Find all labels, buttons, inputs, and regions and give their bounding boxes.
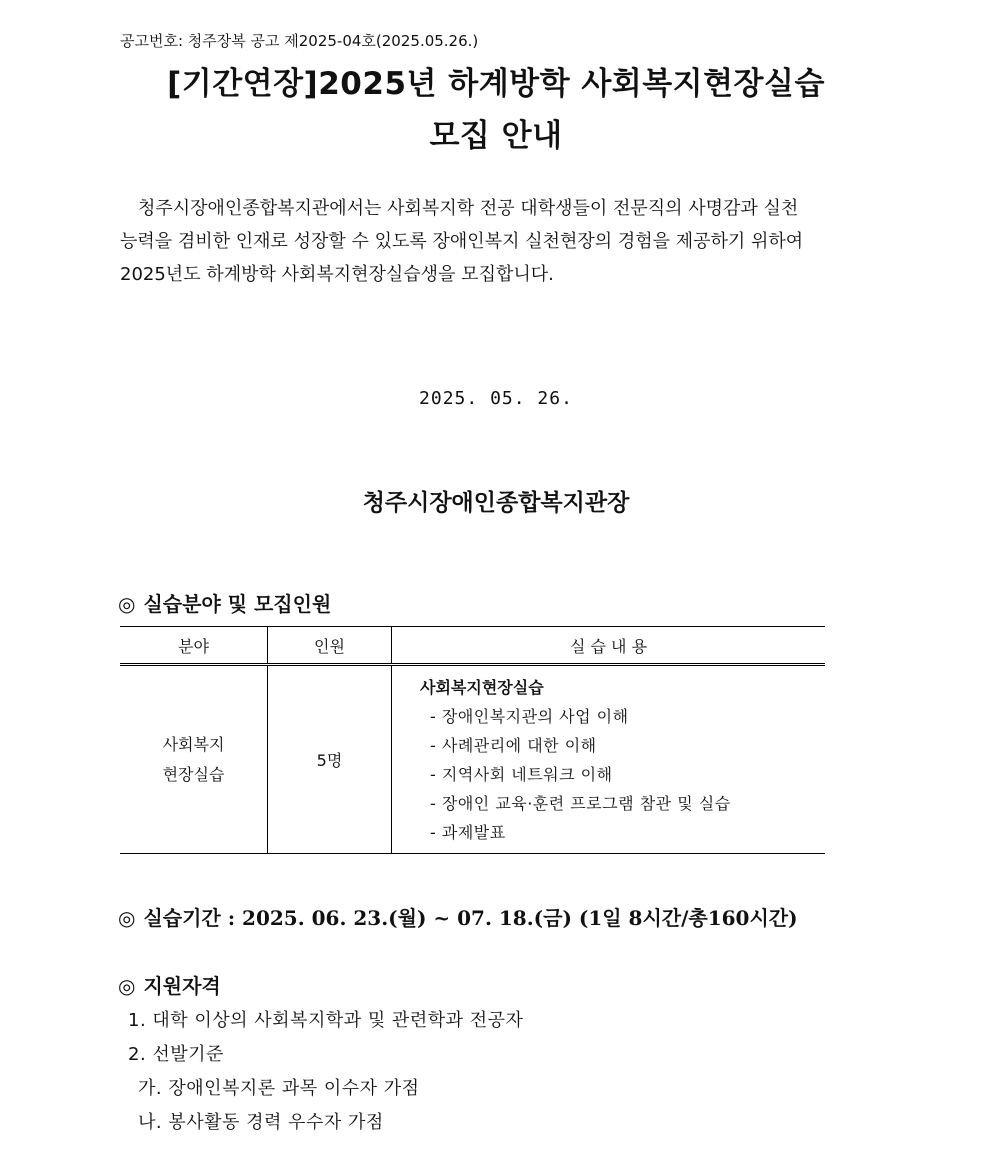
list-item: - 지역사회 네트워크 이해 <box>430 765 613 784</box>
criteria-item: 나. 봉사활동 경력 우수자 가점 <box>138 1112 384 1133</box>
page-title: [기간연장]2025년 하계방학 사회복지현장실습 <box>167 66 825 102</box>
notice-number: 공고번호: 청주장복 공고 제2025-04호(2025.05.26.) <box>120 32 479 50</box>
section-title: 실습분야 및 모집인원 <box>143 592 332 616</box>
recruitment-table <box>120 626 825 854</box>
content-cell <box>392 665 826 854</box>
field-text: 사회복지 <box>162 734 225 754</box>
intro-line: 2025년도 하계방학 사회복지현장실습생을 모집합니다. <box>120 264 554 285</box>
intro-line: 능력을 겸비한 인재로 성장할 수 있도록 장애인복지 실천현장의 경험을 제공하기 위하여 <box>120 231 804 252</box>
count-cell: 5명 <box>268 665 392 854</box>
qualification-item: 1. 대학 이상의 사회복지학과 및 관련학과 전공자 <box>128 1010 524 1031</box>
announcement-date: 2025. 05. 26. <box>419 388 573 409</box>
bullseye-icon: ◎ <box>118 592 136 616</box>
section-heading-field <box>118 588 331 617</box>
section-heading-qualification <box>118 970 221 999</box>
content-title: 사회복지현장실습 <box>420 678 544 697</box>
qualification-item: 2. 선발기준 <box>128 1044 224 1065</box>
list-item: - 장애인복지관의 사업 이해 <box>430 707 629 726</box>
section-heading-period <box>118 902 798 931</box>
page-title-line2: 모집 안내 <box>429 118 563 154</box>
bullseye-icon: ◎ <box>118 906 136 930</box>
table-header: 인원 <box>268 627 392 665</box>
intro-paragraph <box>120 192 876 291</box>
list-item: - 사례관리에 대한 이해 <box>430 736 597 755</box>
section-title: 실습기간 : 2025. 06. 23.(월) ~ 07. 18.(금) (1일 8시간/총160시간) <box>143 906 798 930</box>
criteria-item: 가. 장애인복지론 과목 이수자 가점 <box>138 1078 420 1099</box>
table-header-row <box>120 627 825 665</box>
table-header: 분야 <box>120 627 268 665</box>
organization-signature: 청주시장애인종합복지관장 <box>362 489 630 516</box>
list-item: - 과제발표 <box>430 823 506 842</box>
table-row <box>120 665 825 854</box>
field-text: 현장실습 <box>162 764 225 784</box>
field-cell <box>120 665 268 854</box>
list-item: - 장애인 교육·훈련 프로그램 참관 및 실습 <box>430 794 731 813</box>
intro-line: 청주시장애인종합복지관에서는 사회복지학 전공 대학생들이 전문직의 사명감과 실천 <box>138 198 799 219</box>
bullseye-icon: ◎ <box>118 974 136 998</box>
section-title: 지원자격 <box>143 974 221 998</box>
table-header: 실 습 내 용 <box>392 627 826 665</box>
